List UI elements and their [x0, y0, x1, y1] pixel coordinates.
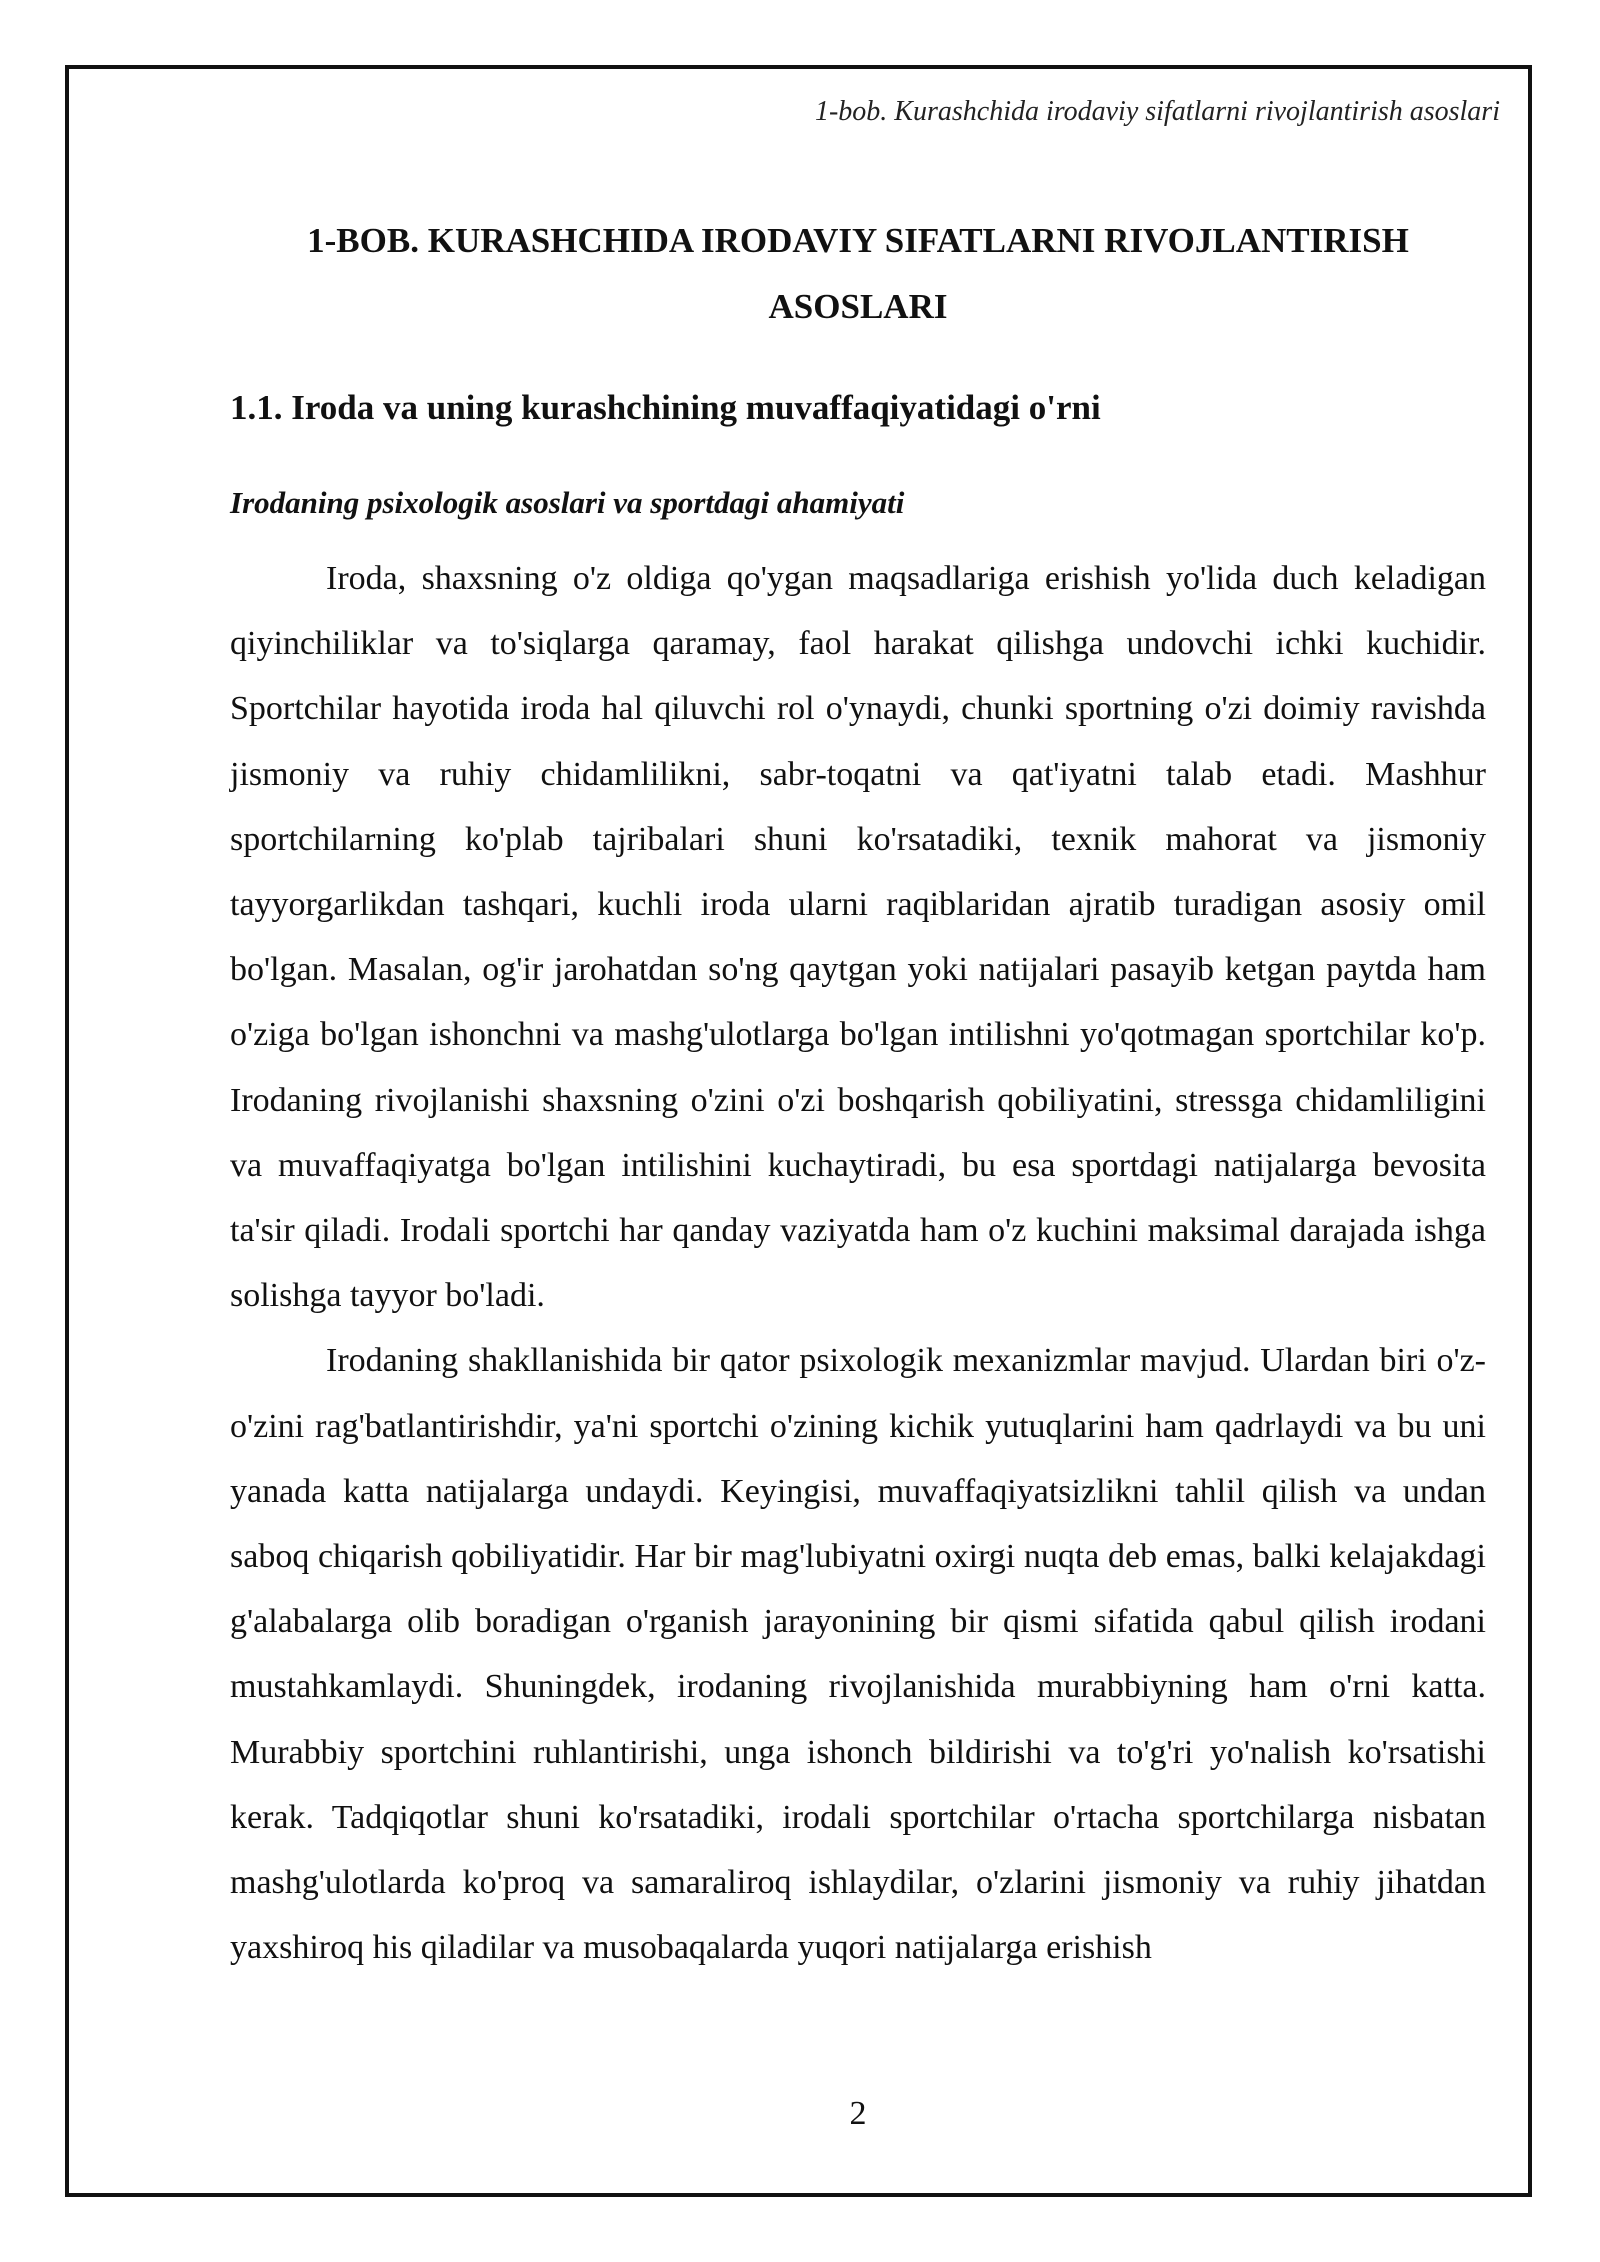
paragraph: Iroda, shaxsning o'z oldiga qo'ygan maqsadlariga erishish yo'lida duch keladigan qiyinchiliklar va to'siqlarga qaramay, faol harakat qilishga undovchi ichki kuchidir. Sportchilar hayotida iroda hal qiluvchi rol o'ynaydi, chunki sportning o'zi doimiy ravishda jismoniy va ruhiy chidamlilikni, sabr-toqatni va qat'iyatni talab etadi. Mashhur sportchilarning ko'plab tajribalari shuni ko'rsatadiki, texnik mahorat va jismoniy tayyorgarlikdan tashqari, kuchli iroda ularni raqiblaridan ajratib turadigan asosiy omil bo'lgan. Masalan, og'ir jarohatdan so'ng qaytgan yoki natijalari pasayib ketgan paytda ham o'ziga bo'lgan ishonchni va mashg'ulotlarga bo'lgan intilishni yo'qotmagan sportchilar ko'p. Irodaning rivojlanishi shaxsning o'zini o'zi boshqarish qobiliyatini, stressga chidamliligini va muvaffaqiyatga bo'lgan intilishini kuchaytiradi, bu esa sportdagi natijalarga bevosita ta'sir qiladi. Irodali sportchi har qanday vaziyatda ham o'z kuchini maksimal darajada ishga solishga tayyor bo'ladi.	[230, 560, 1486, 1315]
subsection-heading: Irodaning psixologik asoslari va sportdagi ahamiyati	[230, 485, 905, 520]
chapter-title-line-1: 1-BOB. KURASHCHIDA IRODAVIY SIFATLARNI RIVOJLANTIRISH	[307, 221, 1409, 260]
page-number: 2	[849, 2095, 867, 2132]
chapter-title	[230, 208, 1486, 340]
running-header: 1-bob. Kurashchida irodaviy sifatlarni rivojlantirish asoslari	[814, 96, 1500, 127]
paragraph: Irodaning shakllanishida bir qator psixologik mexanizmlar mavjud. Ulardan biri o'z-o'zini rag'batlantirishdir, ya'ni sportchi o'zining kichik yutuqlarini ham qadrlaydi va bu uni yanada katta natijalarga undaydi. Keyingisi, muvaffaqiyatsizlikni tahlil qilish va undan saboq chiqarish qobiliyatidir. Har bir mag'lubiyatni oxirgi nuqta deb emas, balki kelajakdagi g'alabalarga olib boradigan o'rganish jarayonining bir qismi sifatida qabul qilish irodani mustahkamlaydi. Shuningdek, irodaning rivojlanishida murabbiyning ham o'rni katta. Murabbiy sportchini ruhlantirishi, unga ishonch bildirishi va to'g'ri yo'nalish ko'rsatishi kerak. Tadqiqotlar shuni ko'rsatadiki, irodali sportchilar o'rtacha sportchilarga nisbatan mashg'ulotlarda ko'proq va samaraliroq ishlaydilar, o'zlarini jismoniy va ruhiy jihatdan yaxshiroq his qiladilar va musobaqalarda yuqori natijalarga erishish	[230, 1342, 1486, 1967]
chapter-title-line-2: ASOSLARI	[768, 287, 948, 326]
body-text	[230, 546, 1486, 1980]
section-heading: 1.1. Iroda va uning kurashchining muvaffaqiyatidagi o'rni	[230, 388, 1101, 427]
